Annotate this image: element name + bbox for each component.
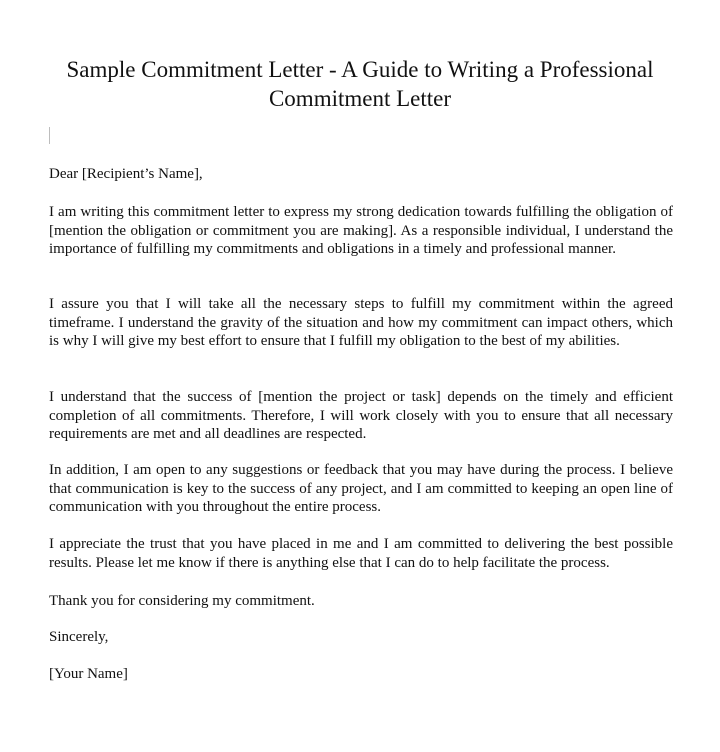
letter-thanks: Thank you for considering my commitment. [49, 593, 315, 609]
letter-paragraph-5: I appreciate the trust that you have placed in me and I am committed to delivering the best possible results. Please let me know if there is anything else that I can do to help facilitate the process. [49, 536, 673, 571]
text-cursor-mark [49, 127, 50, 144]
letter-signature: [Your Name] [49, 666, 128, 682]
letter-closing: Sincerely, [49, 629, 109, 645]
letter-paragraph-3: I understand that the success of [mention the project or task] depends on the timely and efficient completion of all commitments. Therefore, I will work closely with you to ensure that all necessary requirements are met and all deadlines are respected. [49, 389, 673, 442]
letter-paragraph-2: I assure you that I will take all the necessary steps to fulfill my commitment within the agreed timeframe. I understand the gravity of the situation and how my commitment can impact others, which is why I will give my best effort to ensure that I fulfill my obligation to the best of my abilities. [49, 296, 673, 349]
letter-paragraph-4: In addition, I am open to any suggestions or feedback that you may have during the process. I believe that communication is key to the success of any project, and I am committed to keeping an open line of communication with you throughout the entire process. [49, 462, 673, 515]
letter-greeting: Dear [Recipient’s Name], [49, 166, 203, 182]
page-title: Sample Commitment Letter - A Guide to Writing a Professional Commitment Letter [66, 57, 654, 111]
letter-paragraph-1: I am writing this commitment letter to express my strong dedication towards fulfilling the obligation of [mention the obligation or commitment you are making]. As a responsible individual, I understand the importance of fulfilling my commitments and obligations in a timely and professional manner. [49, 204, 673, 257]
